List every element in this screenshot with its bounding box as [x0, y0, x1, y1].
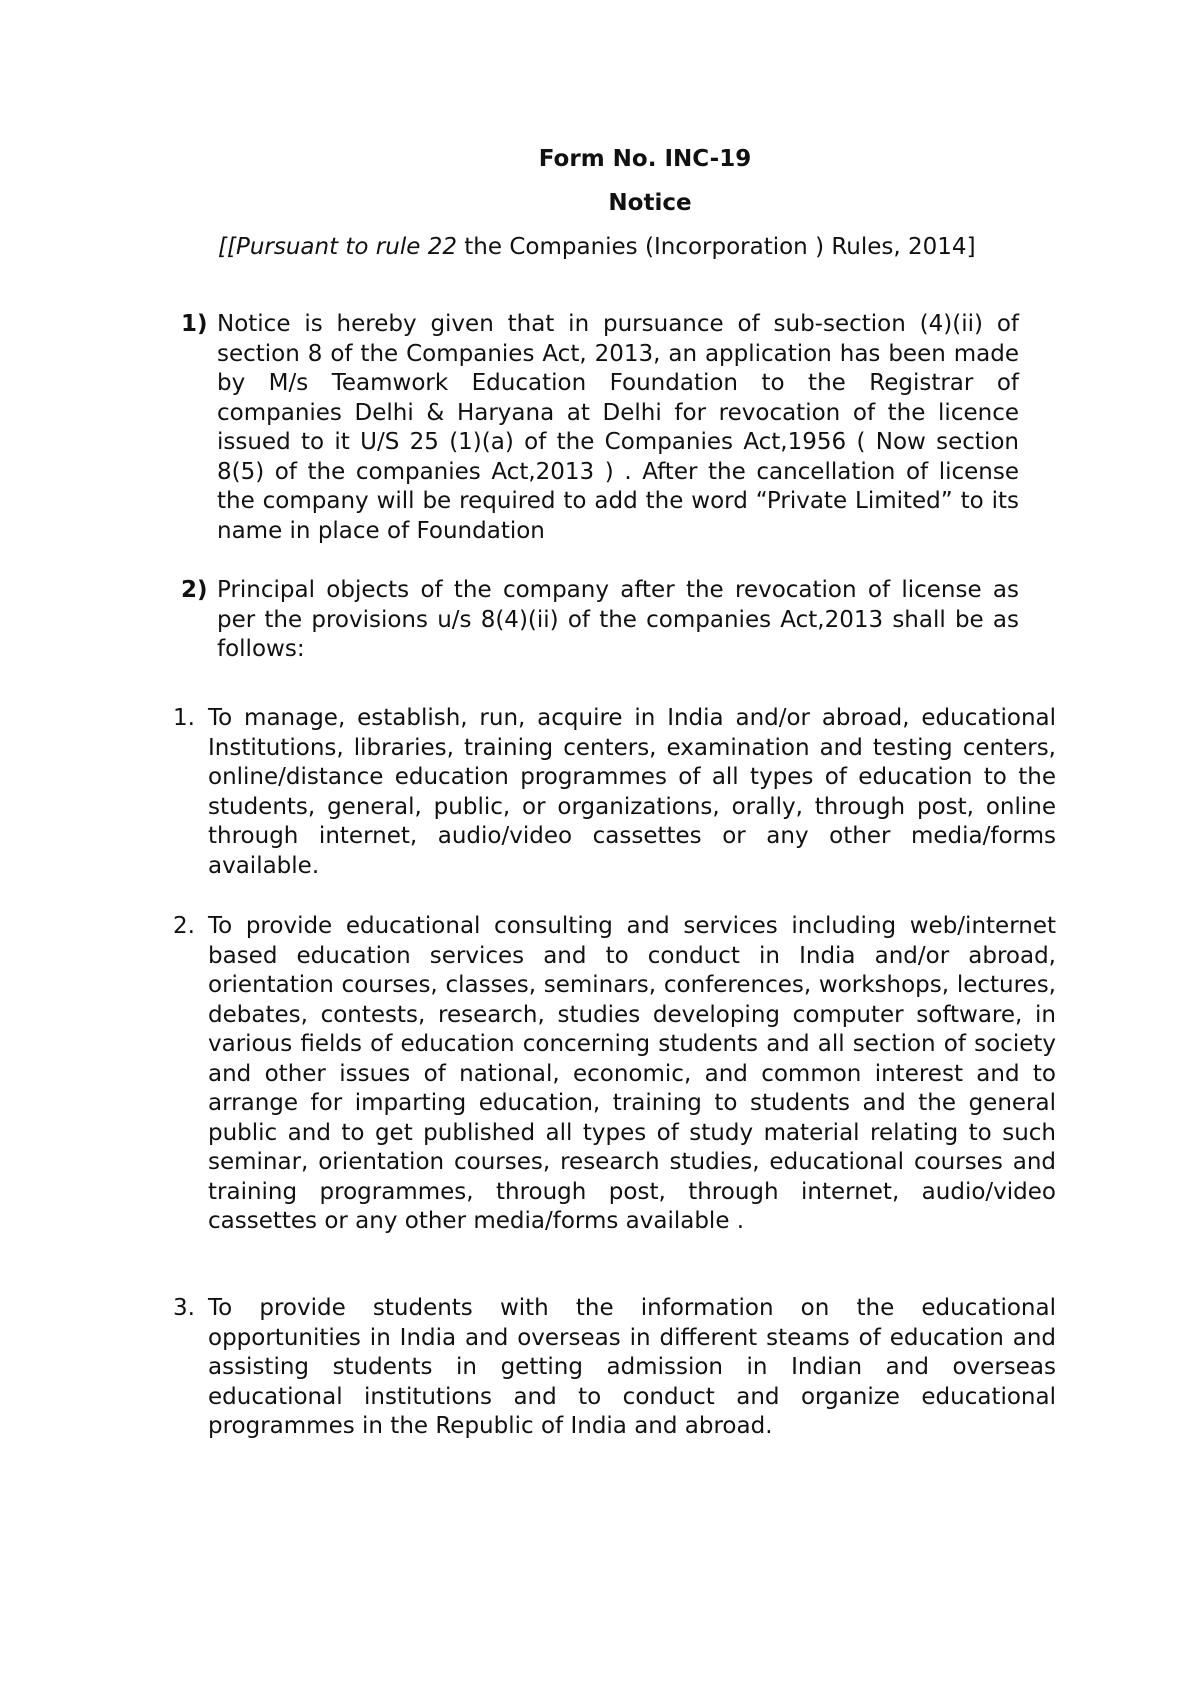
- section-1-text: Notice is hereby given that in pursuance of sub-section (4)(ii) of section 8 of the Companies Act, 2013, an application has been made by M/s Teamwork Education Foundation to the Registrar of companies Delhi & Haryana at Delhi for revocation of the licence issued to it U/S 25 (1)(a) of the Companies Act,1956 ( Now section 8(5) of the companies Act,2013 ) . After the cancellation of license the company will be required to add the word “Private Limited” to its name in place of Foundation: [217, 311, 1019, 544]
- rule-reference-rest: the Companies (Incorporation ) Rules, 2014]: [456, 234, 976, 260]
- object-3-text: To provide students with the information on the educational opportunities in India and overseas in different steams of education and assisting students in getting admission in Indian and overseas educational institutions and to conduct and organize educational programmes in the Republic of India and abroad.: [208, 1295, 1056, 1439]
- object-2-marker: 2.: [173, 913, 195, 939]
- object-1-marker: 1.: [173, 705, 195, 731]
- object-3-marker: 3.: [173, 1295, 195, 1321]
- notice-heading: Notice: [608, 190, 692, 216]
- rule-reference-italic: [[Pursuant to rule 22: [218, 234, 457, 260]
- form-number-title: Form No. INC-19: [538, 146, 752, 172]
- object-2-text: To provide educational consulting and services including web/internet based education services and to conduct in India and/or abroad, orientation courses, classes, seminars, conferences, workshops, lectures, debates, contests, research, studies developing computer software, in various fields of education concerning students and all section of society and other issues of national, economic, and common interest and to arrange for imparting education, training to students and the general public and to get published all types of study material relating to such seminar, orientation courses, research studies, educational courses and training programmes, through post, through internet, audio/video cassettes or any other media/forms available .: [208, 913, 1056, 1234]
- rule-reference: [218, 234, 976, 260]
- section-2-text: Principal objects of the company after the revocation of license as per the provisions u/s 8(4)(ii) of the companies Act,2013 shall be as follows:: [217, 577, 1019, 662]
- object-1-text: To manage, establish, run, acquire in India and/or abroad, educational Institutions, libraries, training centers, examination and testing centers, online/distance education programmes of all types of education to the students, general, public, or organizations, orally, through post, online through internet, audio/video cassettes or any other media/forms available.: [208, 705, 1056, 879]
- section-1-marker: 1): [181, 311, 208, 337]
- section-2-marker: 2): [181, 577, 208, 603]
